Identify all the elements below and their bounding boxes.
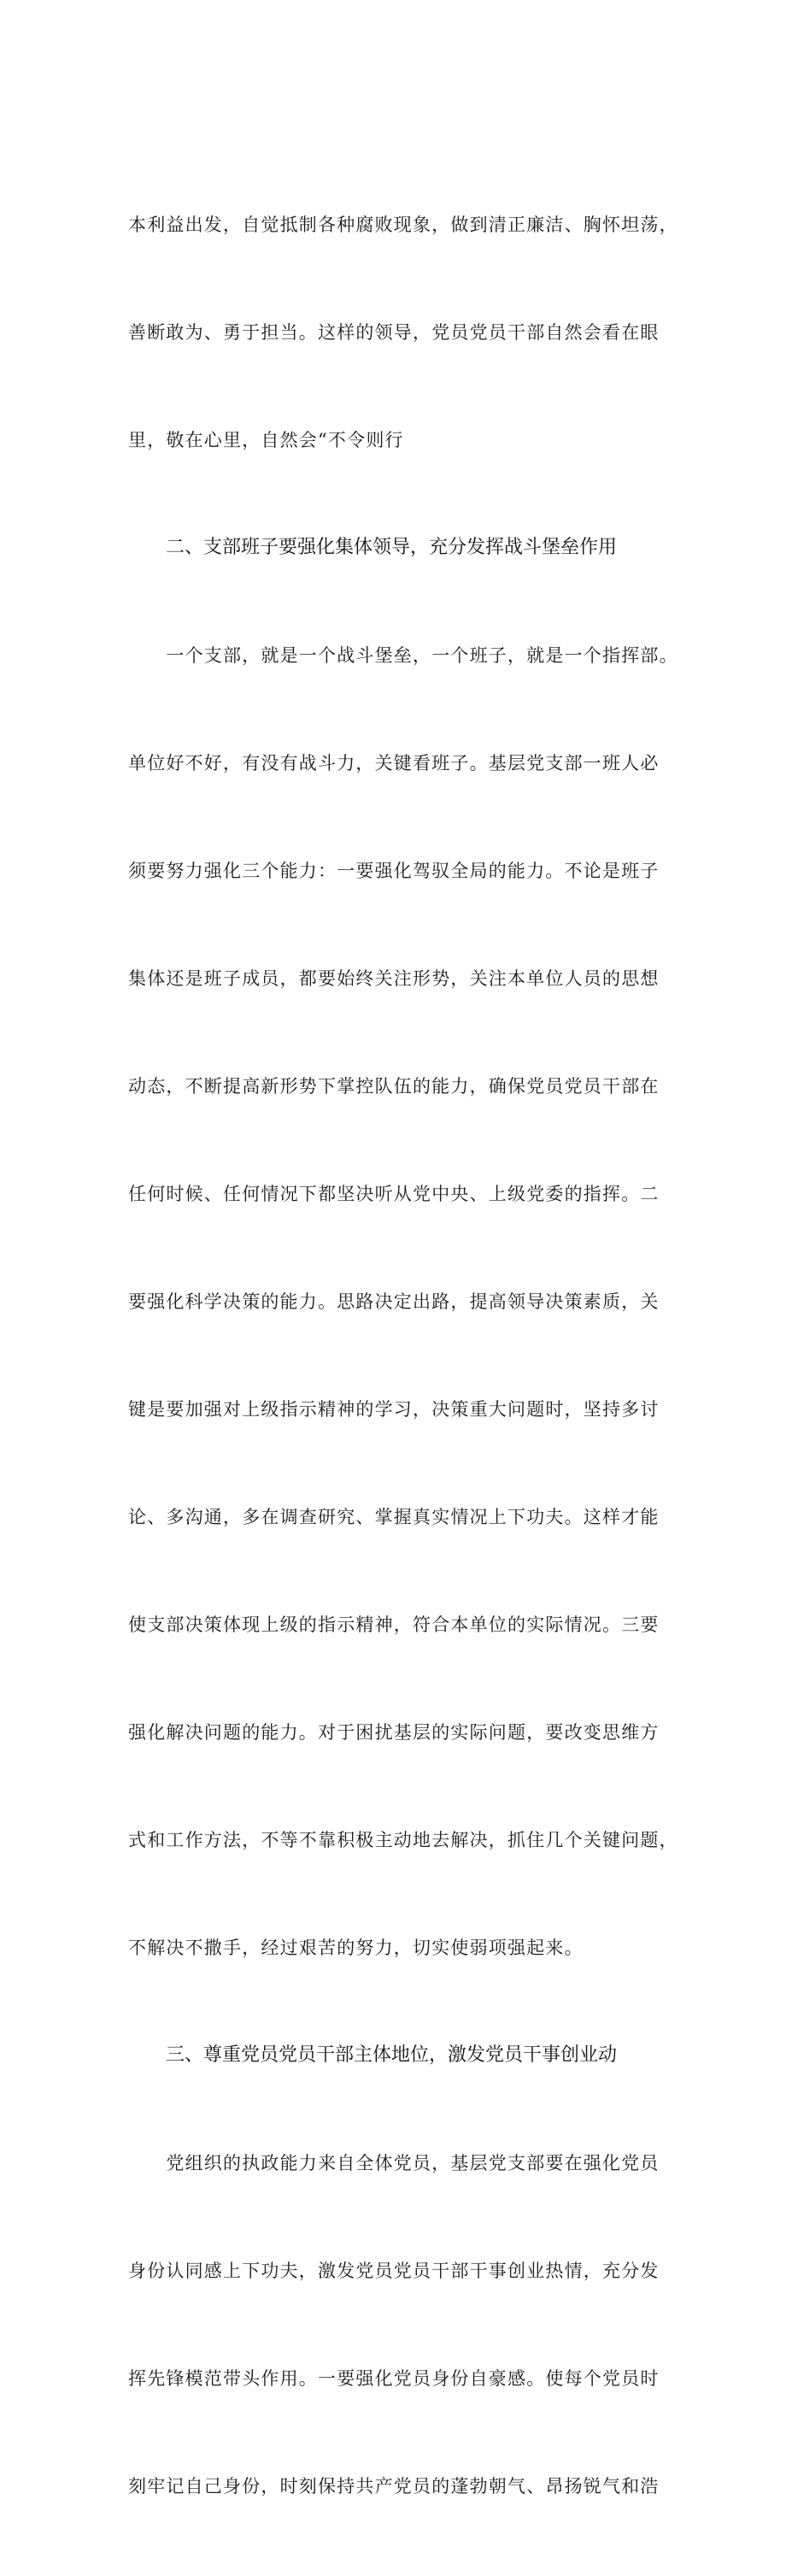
paragraph-line: 使支部决策体现上级的指示精神，符合本单位的实际情况。三要 (128, 1614, 660, 1635)
paragraph-3 (128, 2073, 683, 2576)
paragraph-line: 论、多沟通，多在调查研究、掌握真实情况上下功夫。这样才能 (128, 1507, 660, 1527)
paragraph-line: 挥先锋模范带头作用。一要强化党员身份自豪感。使每个党员时 (128, 2368, 660, 2389)
paragraph-line: 不解决不撒手，经过艰苦的努力，切实使弱项强起来。 (128, 1938, 584, 1958)
paragraph-line: 党组织的执政能力来自全体党员，基层党支部要在强化党员 (128, 2153, 660, 2173)
section-heading-2: 二、支部班子要强化集体领导，充分发挥战斗堡垒作用 (166, 537, 618, 558)
paragraph-line: 强化解决问题的能力。对于困扰基层的实际问题，要改变思维方 (128, 1722, 660, 1743)
paragraph-line: 须要努力强化三个能力：一要强化驾驭全局的能力。不论是班子 (128, 861, 660, 881)
paragraph-line: 集体还是班子成员，都要始终关注形势，关注本单位人员的思想 (128, 968, 660, 989)
paragraph-line: 动态，不断提高新形势下掌控队伍的能力，确保党员党员干部在 (128, 1076, 660, 1097)
paragraph-line: 里，敬在心里，自然会“不令则行 (128, 430, 404, 450)
paragraph-line: 式和工作方法，不等不靠积极主动地去解决，抓住几个关键问题， (128, 1830, 678, 1850)
paragraph-2 (128, 566, 683, 2038)
paragraph-line: 要强化科学决策的能力。思路决定出路，提高领导决策素质，关 (128, 1291, 660, 1312)
section-heading-3: 三、尊重党员党员干部主体地位，激发党员干事创业动 (166, 2044, 618, 2066)
paragraph-line: 身份认同感上下功夫，激发党员党员干部干事创业热情，充分发 (128, 2261, 660, 2281)
paragraph-line: 善断敢为、勇于担当。这样的领导，党员党员干部自然会看在眼 (128, 322, 660, 343)
paragraph-1 (128, 135, 683, 530)
paragraph-line: 刻牢记自己身份，时刻保持共产党员的蓬勃朝气、昂扬锐气和浩 (128, 2476, 660, 2497)
paragraph-line: 一个支部，就是一个战斗堡垒，一个班子，就是一个指挥部。 (128, 645, 678, 666)
document-body (128, 135, 683, 2576)
paragraph-line: 任何时候、任何情况下都坚决听从党中央、上级党委的指挥。二 (128, 1184, 660, 1204)
paragraph-line: 键是要加强对上级指示精神的学习，决策重大问题时，坚持多讨 (128, 1399, 660, 1420)
paragraph-line: 单位好不好，有没有战斗力，关键看班子。基层党支部一班人必 (128, 753, 660, 773)
paragraph-line: 本利益出发，自觉抵制各种腐败现象，做到清正廉洁、胸怀坦荡， (128, 215, 678, 235)
